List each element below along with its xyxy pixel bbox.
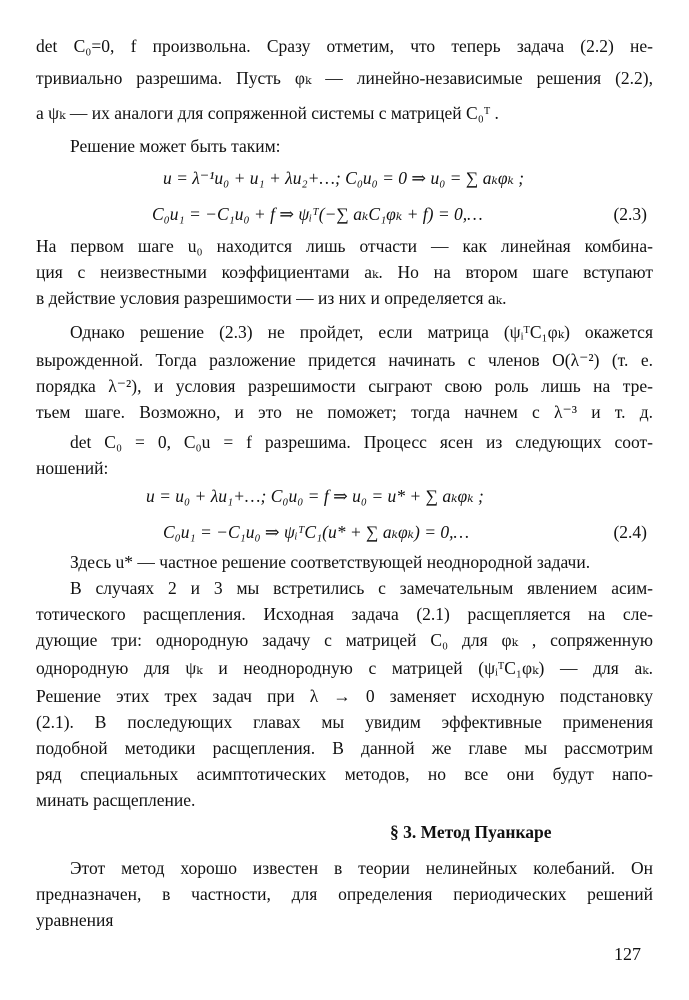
- text-line-23: минать расщепление.: [36, 790, 196, 810]
- text-line-25: предназначен, в частности, для определения периодических решений: [36, 884, 653, 904]
- text-line-16: тотического расщепления. Исходная задача (2.1) расщепляется на сле-: [36, 604, 653, 624]
- text-line-21: подобной методики расщепления. В данной же главе мы рассмотрим: [36, 738, 653, 758]
- text-line-2: тривиально разрешима. Пусть φₖ — линейно-независимые решения (2.2),: [36, 68, 653, 88]
- equation-1: u = λ⁻¹u₀ + u₁ + λu₂+…; C₀u₀ = 0 ⇒ u₀ = ∑ aₖφₖ ;: [163, 168, 525, 188]
- text-line-5: На первом шаге u₀ находится лишь отчасти — как линейная комбина-: [36, 236, 653, 256]
- section-heading: § 3. Метод Пуанкаре: [390, 822, 552, 842]
- text-line-19: Решение этих трех задач при λ → 0 заменяет исходную подстановку: [36, 686, 653, 706]
- equation-number-2-3: (2.3): [613, 204, 647, 224]
- text-line-3: а ψₖ — их аналоги для сопряженной системы с матрицей C₀ᵀ .: [36, 103, 499, 123]
- text-line-6: ция с неизвестными коэффициентами aₖ. Но на втором шаге вступают: [36, 262, 653, 282]
- equation-number-2-4: (2.4): [613, 522, 647, 542]
- equation-4: C₀u₁ = −C₁u₀ ⇒ ψᵢᵀC₁(u* + ∑ aₖφₖ) = 0,…: [163, 522, 470, 542]
- text-line-8: Однако решение (2.3) не пройдет, если матрица (ψᵢᵀC₁φₖ) окажется: [70, 322, 653, 342]
- text-line-13: ношений:: [36, 458, 109, 478]
- text-line-11: тьем шаге. Возможно, и это не поможет; тогда начнем с λ⁻³ и т. д.: [36, 402, 653, 422]
- equation-3: u = u₀ + λu₁+…; C₀u₀ = f ⇒ u₀ = u* + ∑ aₖφₖ ;: [146, 486, 484, 506]
- text-line-10: порядка λ⁻²), и условия разрешимости сыграют свою роль лишь на тре-: [36, 376, 653, 396]
- text-line-7: в действие условия разрешимости — из них и определяется aₖ.: [36, 288, 507, 308]
- text-line-14: Здесь u* — частное решение соответствующей неоднородной задачи.: [70, 552, 591, 572]
- text-line-20: (2.1). В последующих главах мы увидим эффективные применения: [36, 712, 653, 732]
- text-line-4: Решение может быть таким:: [70, 136, 281, 156]
- text-line-15: В случаях 2 и 3 мы встретились с замечательным явлением асим-: [70, 578, 653, 598]
- page-number: 127: [614, 944, 641, 964]
- text-line-1: det C₀=0, f произвольна. Сразу отметим, что теперь задача (2.2) не-: [36, 36, 653, 56]
- equation-2: C₀u₁ = −C₁u₀ + f ⇒ ψᵢᵀ(−∑ aₖC₁φₖ + f) = 0,…: [152, 204, 483, 224]
- text-line-26: уравнения: [36, 910, 114, 930]
- text-line-9: вырожденной. Тогда разложение придется начинать с членов O(λ⁻²) (т. е.: [36, 350, 653, 370]
- text-line-22: ряд специальных асимптотических методов, но все они будут напо-: [36, 764, 653, 784]
- text-line-24: Этот метод хорошо известен в теории нелинейных колебаний. Он: [70, 858, 653, 878]
- text-line-18: однородную для ψₖ и неоднородную с матрицей (ψᵢᵀC₁φₖ) — для aₖ.: [36, 658, 653, 678]
- text-line-17: дующие три: однородную задачу с матрицей C₀ для φₖ , сопряженную: [36, 630, 653, 650]
- text-line-12: det C₀ = 0, C₀u = f разрешима. Процесс ясен из следующих соот-: [70, 432, 653, 452]
